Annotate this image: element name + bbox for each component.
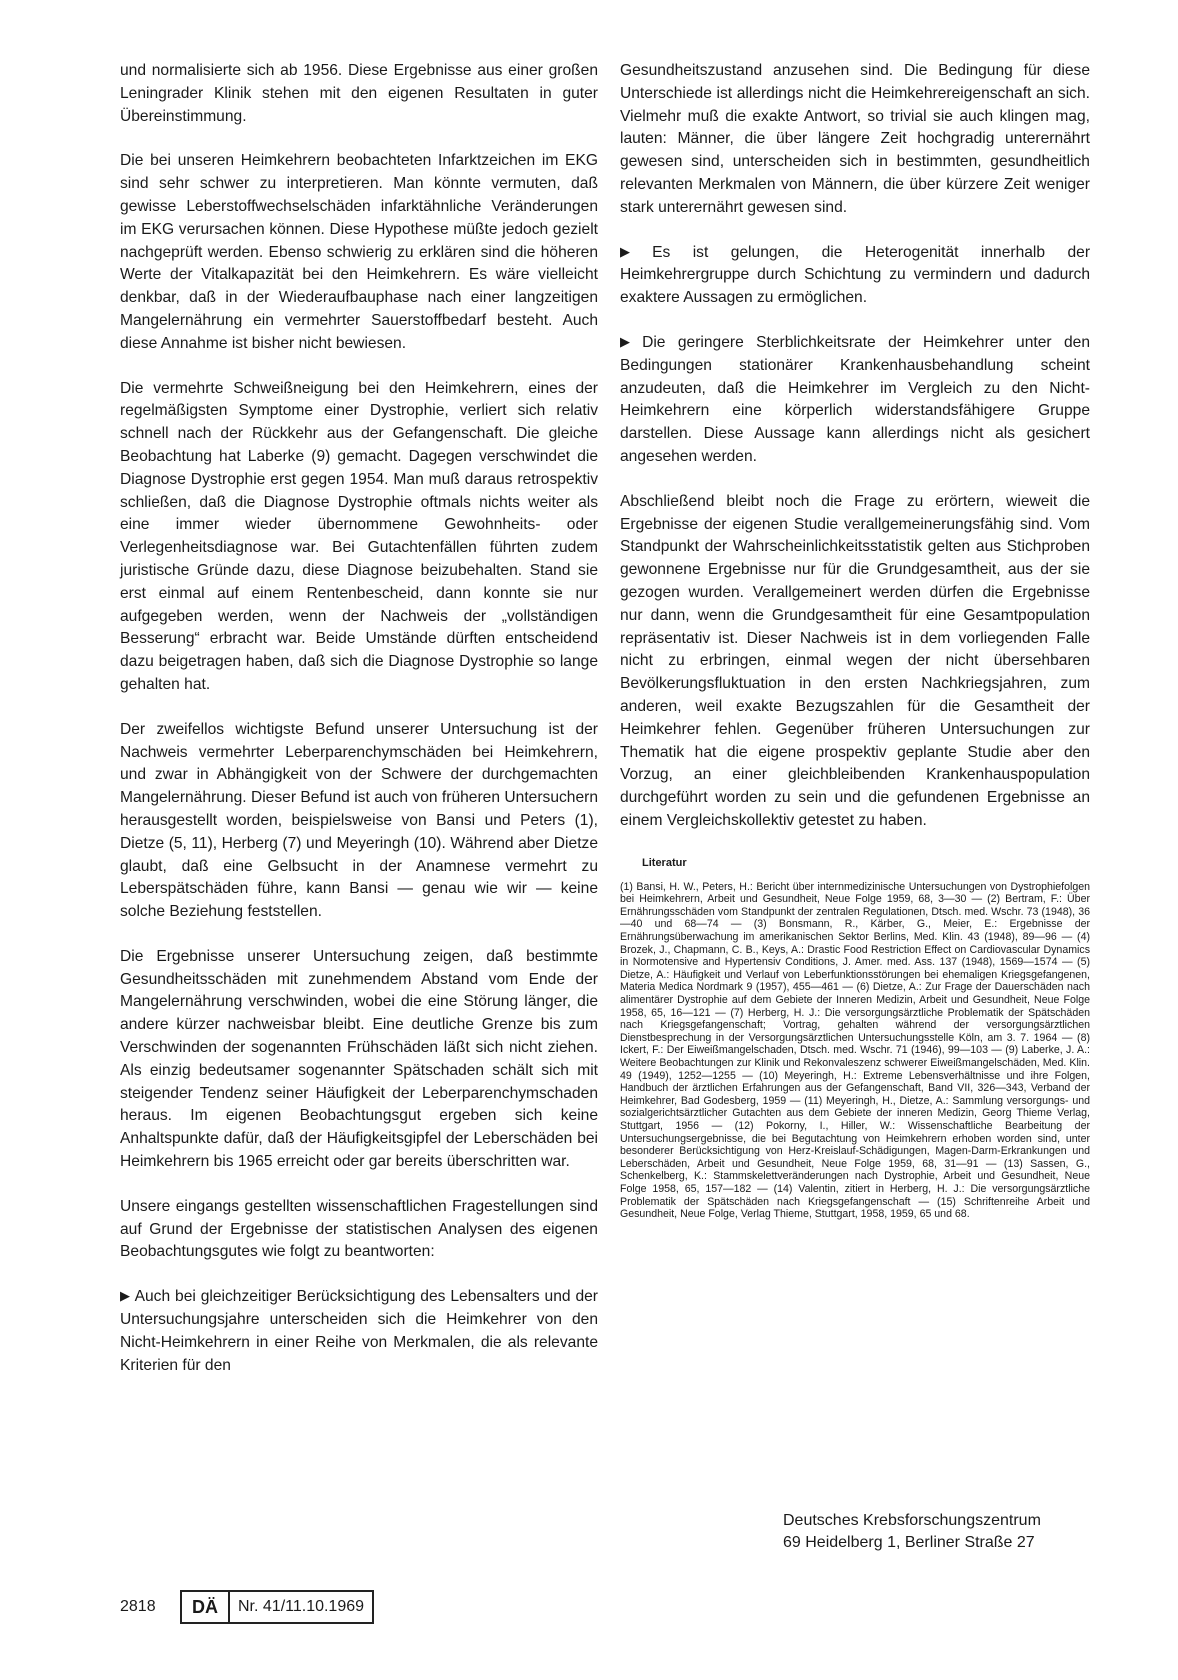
bullet-paragraph <box>620 242 1090 310</box>
address-street: 69 Heidelberg 1, Berliner Straße 27 <box>783 1534 1035 1551</box>
paragraph: Die Ergebnisse unserer Untersuchung zeigen, daß bestimmte Gesundheitsschäden mit zunehmendem Abstand vom Ende der Mangelernährung verschwinden, wobei die eine Störung länger, die andere kürzer nachweisbar bleibt. Eine deutliche Grenze bis zum Verschwinden der sogenannten Frühschäden läßt sich nicht ziehen. Als einzig bedeutsamer sogenannter Spätschaden schält sich mit steigender Tendenz seiner Häufigkeit der Leberparenchymschaden heraus. Im eigenen Beobachtungsgut ergeben sich keine Anhaltspunkte dafür, daß der Häufigkeitsgipfel der Leberschäden bei Heimkehrern bis 1965 erreicht oder gar bereits überschritten war. <box>120 947 598 1171</box>
literature-heading: Literatur <box>642 856 687 869</box>
left-column <box>120 60 598 1377</box>
bullet-arrow-icon: ▶ <box>620 333 639 349</box>
paragraph: und normalisierte sich ab 1956. Diese Ergebnisse aus einer großen Leningrader Klinik stehen mit den eigenen Resultaten in guter Übereinstimmung. <box>120 62 598 125</box>
page-footer <box>120 1590 374 1624</box>
bullet-text: Es ist gelungen, die Heterogenität innerhalb der Heimkehrergruppe durch Schichtung zu vermindern und dadurch exaktere Aussagen zu ermöglichen. <box>620 243 1091 307</box>
reference-list: (1) Bansi, H. W., Peters, H.: Bericht über internmedizinische Untersuchungen von Dystrophiefolgen bei Heimkehrern, Arbeit und Gesundheit, Neue Folge 1959, 68, 3—30 — (2) Bertram, F.: Über Ernährungsschäden vom Standpunkt der zentralen Regulationen, Dtsch. med. Wschr. 73 (1948), 36—40 und 68—74 — (3) Bonsmann, R., Kärber, G., Meier, E.: Ergebnisse der Ernährungsüberwachung im amerikanischen Sektor Berlins, Med. Klin. 43 (1948), 89—96 — (4) Brozek, J., Chapmann, C. B., Keys, A.: Drastic Food Restriction Effect on Cardiovascular Dynamics in Normotensive and Hypertensiv Conditions, J. Amer. med. Ass. 137 (1948), 1569—1574 — (5) Dietze, A.: Häufigkeit und Verlauf von Leberfunktionsstörungen bei ehemaligen Kriegsgefangenen, Materia Medica Nordmark 9 (1957), 455—461 — (6) Dietze, A.: Zur Frage der Dauerschäden nach alimentärer Dystrophie auf dem Gebiete der Inneren Medizin, Arbeit und Gesundheit, Neue Folge 1958, 65, 16—121 — (7) Herberg, H. J.: Die versorgungsärztliche Problematik der Spätschäden nach Kriegsgefangenschaft; Vortrag, gehalten während der versorgungsärztlichen Dienstbesprechung in der Versorgungsärztlichen Untersuchungsstelle Köln, am 3. 7. 1964 — (8) Ickert, F.: Der Eiweißmangelschaden, Dtsch. med. Wschr. 71 (1946), 99—103 — (9) Laberke, J. A.: Weitere Beobachtungen zur Klinik und Rekonvaleszenz schwerer Eiweißmangelschäden, Med. Klin. 49 (1949), 1252—1255 — (10) Meyeringh, H.: Extreme Lebensverhältnisse und ihre Folgen, Handbuch der ärztlichen Erfahrungen aus der Gefangenschaft, Band VII, 326—343, Verband der Heimkehrer, Bad Godesberg, 1959 — (11) Meyeringh, H., Dietze, A.: Sammlung versorgungs- und sozialgerichtsärztlicher Gutachten aus dem Gebiete der inneren Medizin, Georg Thieme Verlag, Stuttgart, 1956 — (12) Pokorny, I., Hiller, W.: Wissenschaftliche Bearbeitung der Untersuchungsergebnisse, die bei Begutachtung von Heimkehrern erhoben worden sind, unter besonderer Berücksichtigung von Herz-Kreislauf-Schädigungen, Magen-Darm-Erkrankungen und Leberschäden, Arbeit und Gesundheit, Neue Folge 1959, 68, 31—91 — (13) Sassen, G., Schenkelberg, K.: Stammskelettveränderungen nach Dystrophie, Arbeit und Gesundheit, Neue Folge 1958, 65, 157—182 — (14) Valentin, zitiert in Herberg, H. J.: Die versorgungsärztliche Problematik der Spätschäden nach Kriegsgefangenschaft — (15) Schriftenreihe Arbeit und Gesundheit, Neue Folge, Verlag Thieme, Stuttgart, 1958, 1959, 65 und 68. <box>620 880 1090 1221</box>
paragraph: Der zweifellos wichtigste Befund unserer Untersuchung ist der Nachweis vermehrter Leberparenchymschäden bei Heimkehrern, und zwar in Abhängigkeit von der Schwere der durchgemachten Mangelernährung. Dieser Befund ist auch von früheren Untersuchern herausgestellt worden, beispielsweise von Bansi und Peters (1), Dietze (5, 11), Herberg (7) und Meyeringh (10). Während aber Dietze glaubt, daß eine Gelbsucht in der Anamnese vermehrt zu Leberspätschäden führe, kann Bansi — genau wie wir — keine solche Beziehung feststellen. <box>120 720 598 921</box>
bullet-arrow-icon: ▶ <box>120 1288 131 1304</box>
journal-abbreviation: DÄ <box>180 1590 228 1624</box>
bullet-paragraph <box>620 332 1090 469</box>
paragraph: Unsere eingangs gestellten wissenschaftlichen Fragestellungen sind auf Grund der Ergebnisse der statistischen Analysen des eigenen Beobachtungsgutes wie folgt zu beantworten: <box>120 1197 598 1261</box>
bullet-arrow-icon: ▶ <box>620 243 649 259</box>
page-number: 2818 <box>120 1598 156 1615</box>
paragraph: Die vermehrte Schweißneigung bei den Heimkehrern, eines der regelmäßigsten Symptome einer Dystrophie, verliert sich relativ schnell nach der Rückkehr aus der Gefangenschaft. Die gleiche Beobachtung hat Laberke (9) gemacht. Dagegen verschwindet die Diagnose Dystrophie erst gegen 1954. Man muß daraus retrospektiv schließen, daß die Diagnose Dystrophie oftmals nichts weiter als eine immer wieder übernommene Gewohnheits- oder Verlegenheitsdiagnose war. Bei Gutachtenfällen führten zudem juristische Gründe dazu, diese Diagnose beizubehalten. Stand sie erst einmal auf einem Rentenbescheid, dann konnte sie nur aufgegeben werden, wenn der Nachweis der „vollständigen Besserung“ erbracht war. Beide Umstände dürften entscheidend dazu beigetragen haben, daß sich die Diagnose Dystrophie so lange gehalten hat. <box>120 379 598 693</box>
bullet-text: Die geringere Sterblichkeitsrate der Heimkehrer unter den Bedingungen stationärer Krankenhausbehandlung scheint anzudeuten, daß die Heimkehrer im Vergleich zu den Nicht-Heimkehrern eine körperlich widerstandsfähigere Gruppe darstellen. Diese Aussage kann allerdings nicht als gesichert angesehen werden. <box>620 333 1090 465</box>
author-address <box>783 1510 1093 1554</box>
address-institution: Deutsches Krebsforschungszentrum <box>783 1512 1041 1529</box>
paragraph: Die bei unseren Heimkehrern beobachteten Infarktzeichen im EKG sind sehr schwer zu interpretieren. Man könnte vermuten, daß gewisse Leberstoffwechselschäden infarktähnliche Veränderungen im EKG verursachen können. Diese Hypothese müßte jedoch gezielt nachgeprüft werden. Ebenso schwierig zu erklären sind die höheren Werte der Vitalkapazität bei den Heimkehrern. Es wäre vielleicht denkbar, daß in der Wiederaufbauphase nach einer langzeitigen Mangelernährung ein vermehrter Sauerstoffbedarf besteht. Auch diese Annahme ist bisher nicht bewiesen. <box>120 152 598 352</box>
paragraph: Abschließend bleibt noch die Frage zu erörtern, wieweit die Ergebnisse der eigenen Studie verallgemeinerungsfähig sind. Vom Standpunkt der Wahrscheinlichkeitsstatistik gelten aus Stichproben gewonnene Ergebnisse nur für die Grundgesamtheit, aus der sie gezogen wurden. Verallgemeinert werden dürfen die Ergebnisse nur dann, wenn die Grundgesamtheit für eine Gesamtpopulation repräsentativ ist. Dieser Nachweis ist in dem vorliegenden Falle nicht zu erbringen, einmal wegen der nicht übersehbaren Bevölkerungsfluktuation in den ersten Nachkriegsjahren, zum anderen, weil exakte Bezugszahlen für die Gesamtheit der Heimkehrer fehlen. Gegenüber früheren Untersuchungen zur Thematik hat die eigene prospektiv geplante Studie aber den Vorzug, an einer gleichbleibenden Krankenhauspopulation durchgeführt worden zu sein und die gefundenen Ergebnisse an einem Vergleichskollektiv getestet zu haben. <box>620 492 1090 829</box>
bullet-text: Auch bei gleichzeitiger Berücksichtigung des Lebensalters und der Untersuchungsjahre unterscheiden sich die Heimkehrer von den Nicht-Heimkehrern in einer Reihe von Merkmalen, die als relevante Kriterien für den <box>120 1288 598 1374</box>
right-column <box>620 60 1090 1221</box>
bullet-paragraph <box>120 1286 598 1377</box>
issue-date: Nr. 41/11.10.1969 <box>228 1590 374 1624</box>
paragraph: Gesundheitszustand anzusehen sind. Die Bedingung für diese Unterschiede ist allerdings nicht die Heimkehrereigenschaft an sich. Vielmehr muß die exakte Antwort, so trivial sie auch klingen mag, lauten: Männer, die über längere Zeit hochgradig unterernährt gewesen sind, unterscheiden sich in bestimmten, gesundheitlich relevanten Merkmalen von Männern, die über kürzere Zeit weniger stark unterernährt gewesen sind. <box>620 62 1090 216</box>
